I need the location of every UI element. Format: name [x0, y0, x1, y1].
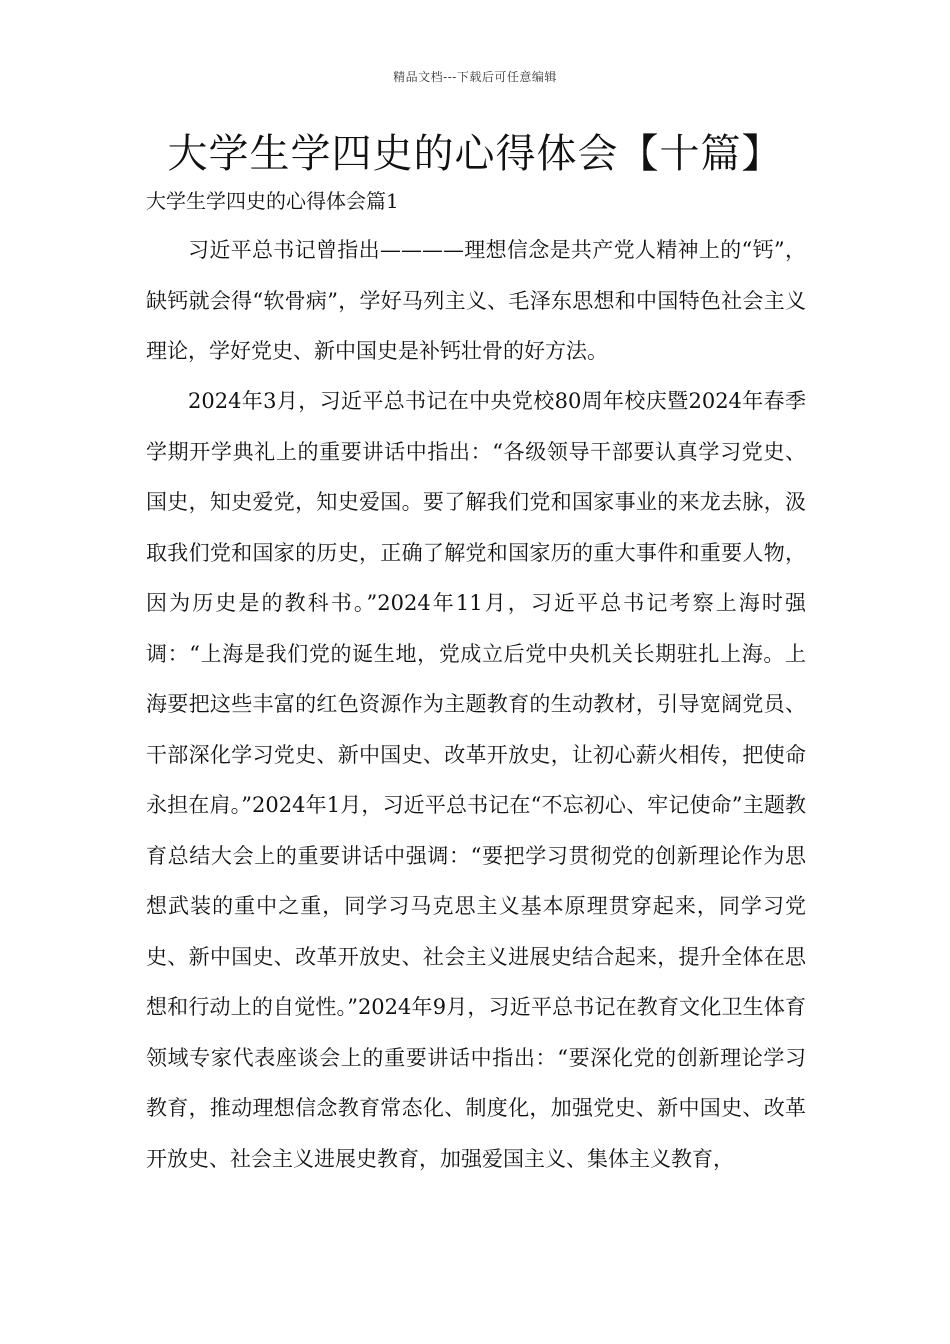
- document-title: 大学生学四史的心得体会【十篇】: [167, 131, 783, 177]
- paragraph-1: 习近平总书记曾指出————理想信念是共产党人精神上的“钙”，缺钙就会得“软骨病”，学好马列主义、毛泽东思想和中国特色社会主义理论，学好党史、新中国史是补钙壮骨的好方法。: [146, 238, 806, 363]
- section-heading: 大学生学四史的心得体会篇1: [146, 189, 399, 213]
- header-note: 精品文档---下载后可任意编辑: [393, 70, 557, 84]
- paragraph-2: 2024年3月，习近平总书记在中央党校80周年校庆暨2024年春季学期开学典礼上的重要讲话中指出：“各级领导干部要认真学习党史、国史，知史爱党，知史爱国。要了解我们党和国家事业的来龙去脉，汲取我们党和国家的历史，正确了解党和国家历的重大事件和重要人物，因为历史是的教科书。”2024年11月，习近平总书记考察上海时强调：“上海是我们党的诞生地，党成立后党中央机关长期驻扎上海。上海要把这些丰富的红色资源作为主题教育的生动教材，引导宽阔党员、干部深化学习党史、新中国史、改革开放史，让初心薪火相传，把使命永担在肩。”2024年1月，习近平总书记在“不忘初心、牢记使命”主题教育总结大会上的重要讲话中强调：“要把学习贯彻党的创新理论作为思想武装的重中之重，同学习马克思主义基本原理贯穿起来，同学习党史、新中国史、改革开放史、社会主义进展史结合起来，提升全体在思想和行动上的自觉性。”2024年9月，习近平总书记在教育文化卫生体育领域专家代表座谈会上的重要讲话中指出：“要深化党的创新理论学习教育，推动理想信念教育常态化、制度化，加强党史、新中国史、改革开放史、社会主义进展史教育，加强爱国主义、集体主义教育，: [146, 389, 806, 1171]
